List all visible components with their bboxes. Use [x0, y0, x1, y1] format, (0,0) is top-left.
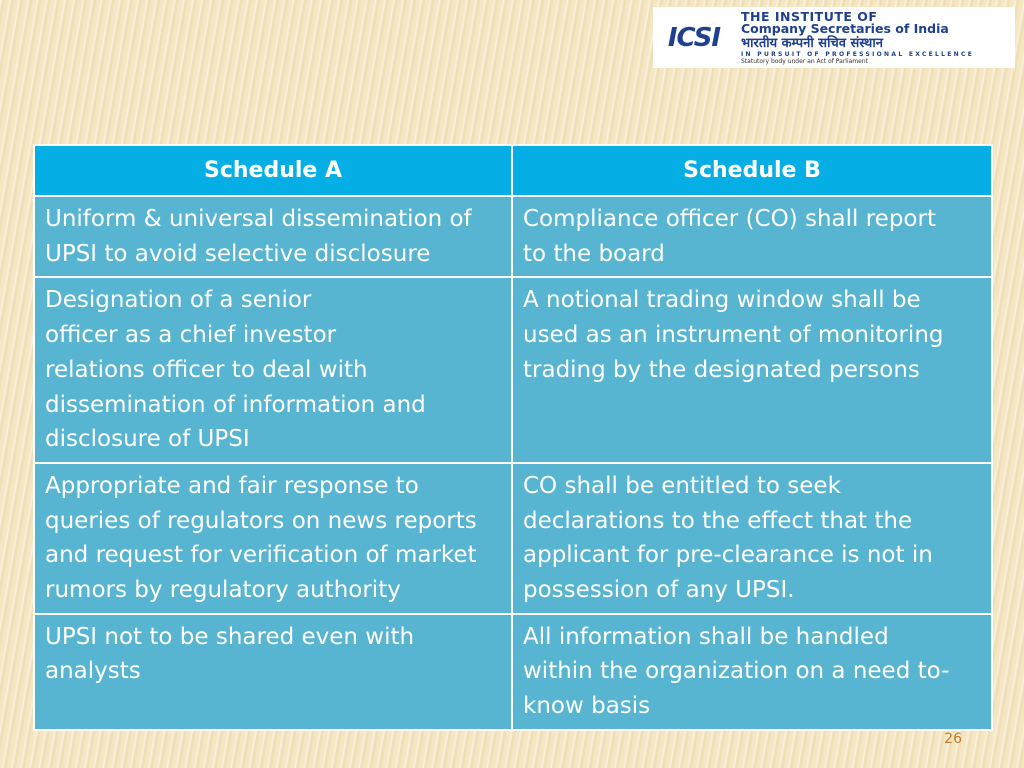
slide-number: 26: [944, 731, 962, 747]
cell-line: Uniform & universal dissemination of: [45, 206, 472, 232]
logo-line-4: IN PURSUIT OF PROFESSIONAL EXCELLENCE: [741, 50, 975, 58]
schedule-a-cell: [34, 614, 512, 730]
cell-line: trading by the designated persons: [523, 356, 920, 383]
cell-line: within the organization on a need to-: [523, 658, 950, 685]
cell-line: possession of any UPSI.: [523, 577, 795, 604]
table-row: [34, 463, 992, 614]
cell-line: Designation of a senior: [45, 287, 312, 314]
header-schedule-b: Schedule B: [512, 145, 992, 196]
schedule-b-cell: [512, 277, 992, 463]
cell-line: Compliance officer (CO) shall report: [523, 206, 936, 232]
cell-line: to the board: [523, 240, 665, 267]
icsi-logo: [653, 7, 1015, 68]
cell-line: used as an instrument of monitoring: [523, 322, 944, 349]
table-row: [34, 277, 992, 463]
cell-line: dissemination of information and: [45, 391, 426, 418]
schedule-a-cell: [34, 196, 512, 277]
table-header-row: [34, 145, 992, 196]
header-schedule-a: Schedule A: [34, 145, 512, 196]
cell-line: UPSI not to be shared even with: [45, 623, 415, 650]
table-row: [34, 196, 992, 277]
cell-line: CO shall be entitled to seek: [523, 472, 841, 499]
cell-line: know basis: [523, 693, 651, 720]
schedule-b-cell: [512, 196, 992, 277]
cell-line: applicant for pre-clearance is not in: [523, 542, 933, 569]
schedule-comparison-table: [33, 144, 993, 731]
cell-line: and request for verification of market: [45, 542, 477, 569]
cell-line: UPSI to avoid selective disclosure: [45, 240, 431, 267]
cell-line: Appropriate and fair response to: [45, 472, 419, 499]
schedule-a-cell: [34, 277, 512, 463]
logo-line-2: Company Secretaries of India: [741, 21, 949, 36]
icsi-logo-mark: ICSI: [667, 22, 721, 53]
table-row: [34, 614, 992, 730]
cell-line: queries of regulators on news reports: [45, 507, 477, 534]
cell-line: All information shall be handled: [523, 623, 889, 650]
schedule-b-cell: [512, 614, 992, 730]
cell-line: officer as a chief investor: [45, 322, 337, 349]
cell-line: rumors by regulatory authority: [45, 577, 401, 604]
icsi-logo-text: [741, 8, 975, 65]
cell-line: declarations to the effect that the: [523, 507, 913, 534]
cell-line: disclosure of UPSI: [45, 426, 250, 453]
logo-line-5: Statutory body under an Act of Parliament: [741, 57, 868, 65]
logo-line-1: THE INSTITUTE OF: [741, 8, 878, 24]
cell-line: A notional trading window shall be: [523, 287, 921, 314]
cell-line: relations officer to deal with: [45, 356, 368, 383]
cell-line: analysts: [45, 658, 141, 685]
schedule-b-cell: [512, 463, 992, 614]
schedule-a-cell: [34, 463, 512, 614]
logo-line-3: भारतीय कम्पनी सचिव संस्थान: [741, 35, 883, 51]
